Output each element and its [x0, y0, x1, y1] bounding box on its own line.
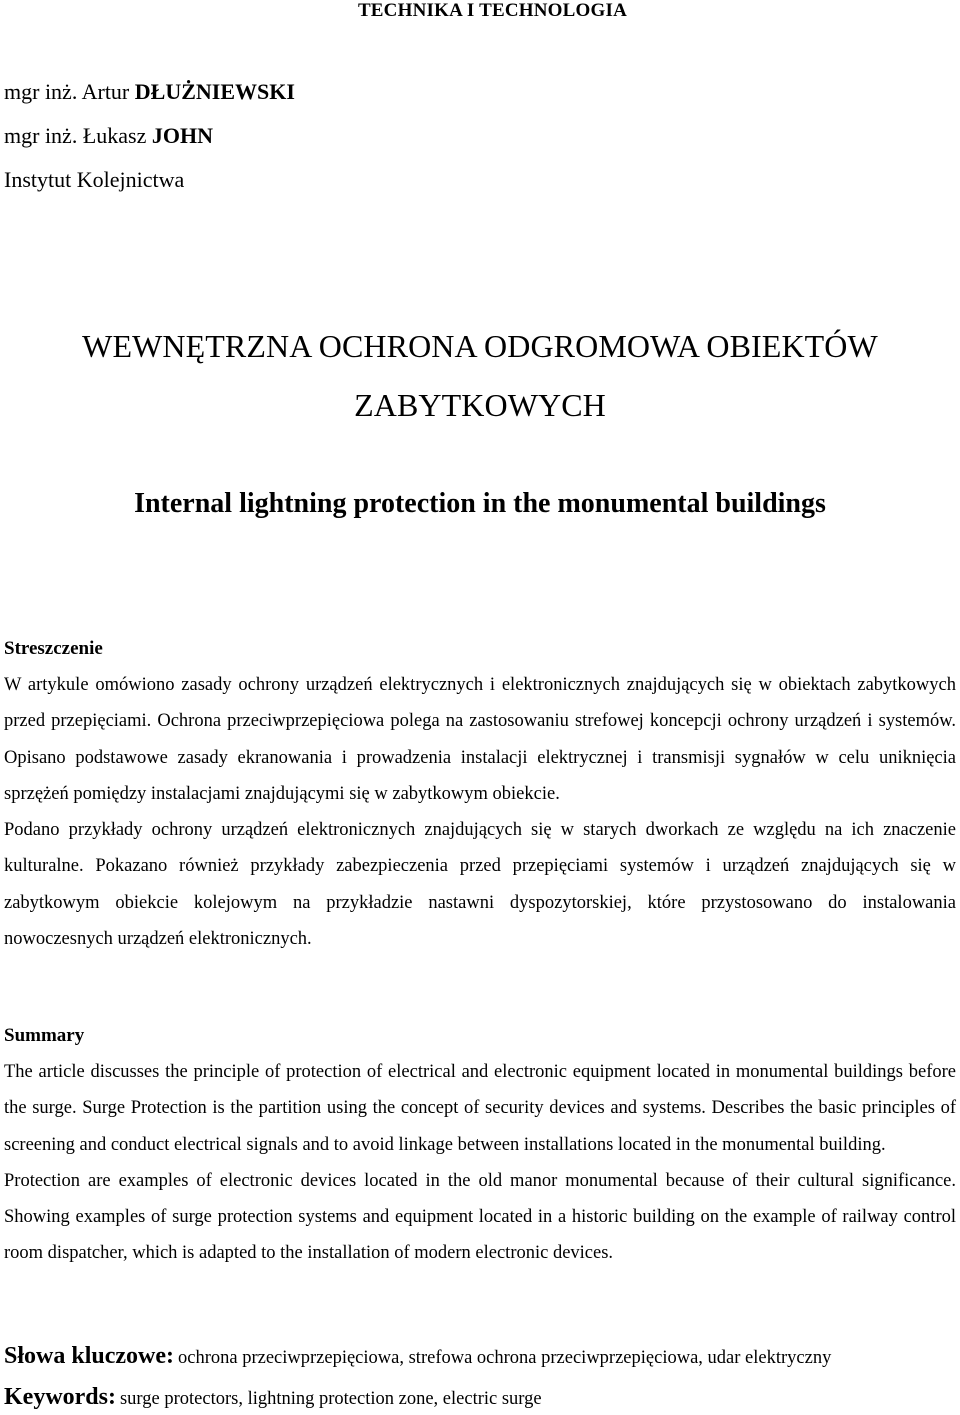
keywords-english-value: surge protectors, lightning protection zone, electric surge — [119, 1389, 542, 1409]
summary-paragraph-1: The article discusses the principle of protection of electrical and electronic equipment located in monumental buildings before the surge. Surge Protection is the partition using the concept of security devices and systems. Describes the basic principles of screening and conduct electrical signals and to avoid linkage between installations located in the monumental building. — [4, 1062, 956, 1155]
title-polish-line-1: WEWNĘTRZNA OCHRONA ODGROMOWA OBIEKTÓW — [82, 328, 878, 364]
summary-paragraph-2: Protection are examples of electronic devices located in the old manor monumental because of their cultural significance. Showing examples of surge protection systems and equipment located in a historic building on the example of railway control room dispatcher, which is adapted to the installation of modern electronic devices. — [4, 1170, 956, 1264]
keywords-english-label: Keywords: — [4, 1384, 116, 1410]
author-2-title: mgr inż. Łukasz — [4, 123, 147, 148]
streszczenie-paragraph-2: Podano przykłady ochrony urządzeń elektronicznych znajdujących się w starych dworkach ze względu na ich znaczenie kulturalne. Pokazano również przykłady zabezpieczenia przed przepięciami systemów i urządzeń znajdujących się w zabytkowym obiekcie kolejowym na przykładzie nastawni dyspozytorskiej, które przystosowano do instalowania nowoczesnych urządzeń elektronicznych. — [4, 820, 956, 950]
author-2-surname: JOHN — [151, 123, 213, 148]
author-1-title: mgr inż. Artur — [4, 79, 130, 104]
keywords-polish-value: ochrona przeciwprzepięciowa, strefowa ochrona przeciwprzepięciowa, udar elektryczny — [178, 1348, 832, 1368]
title-english: Internal lightning protection in the monumental buildings — [134, 488, 826, 519]
author-1-surname: DŁUŻNIEWSKI — [134, 79, 295, 104]
author-2 — [4, 114, 295, 158]
title-polish — [0, 317, 960, 435]
journal-section-header: TECHNIKA I TECHNOLOGIA — [357, 0, 627, 21]
title-polish-line-2: ZABYTKOWYCH — [354, 387, 606, 423]
streszczenie-paragraph-1: W artykule omówiono zasady ochrony urządzeń elektrycznych i elektronicznych znajdujących się w obiektach zabytkowych przed przepięciami. Ochrona przeciwprzepięciowa polega na zastosowaniu strefowej koncepcji ochrony urządzeń i systemów. Opisano podstawowe zasady ekranowania i prowadzenia instalacji elektrycznej i transmisji sygnałów w celu uniknięcia sprzężeń pomiędzy instalacjami znajdującymi się w zabytkowym obiekcie. — [4, 675, 956, 804]
author-1 — [4, 70, 295, 114]
affiliation: Instytut Kolejnictwa — [4, 167, 185, 192]
streszczenie-body — [4, 667, 956, 957]
keywords-polish-label: Słowa kluczowe: — [4, 1343, 174, 1369]
author-block — [4, 70, 295, 202]
keywords-english — [4, 1382, 542, 1415]
keywords-polish — [4, 1341, 831, 1374]
streszczenie-heading: Streszczenie — [4, 638, 103, 659]
summary-heading: Summary — [4, 1025, 85, 1046]
summary-body — [4, 1054, 956, 1272]
